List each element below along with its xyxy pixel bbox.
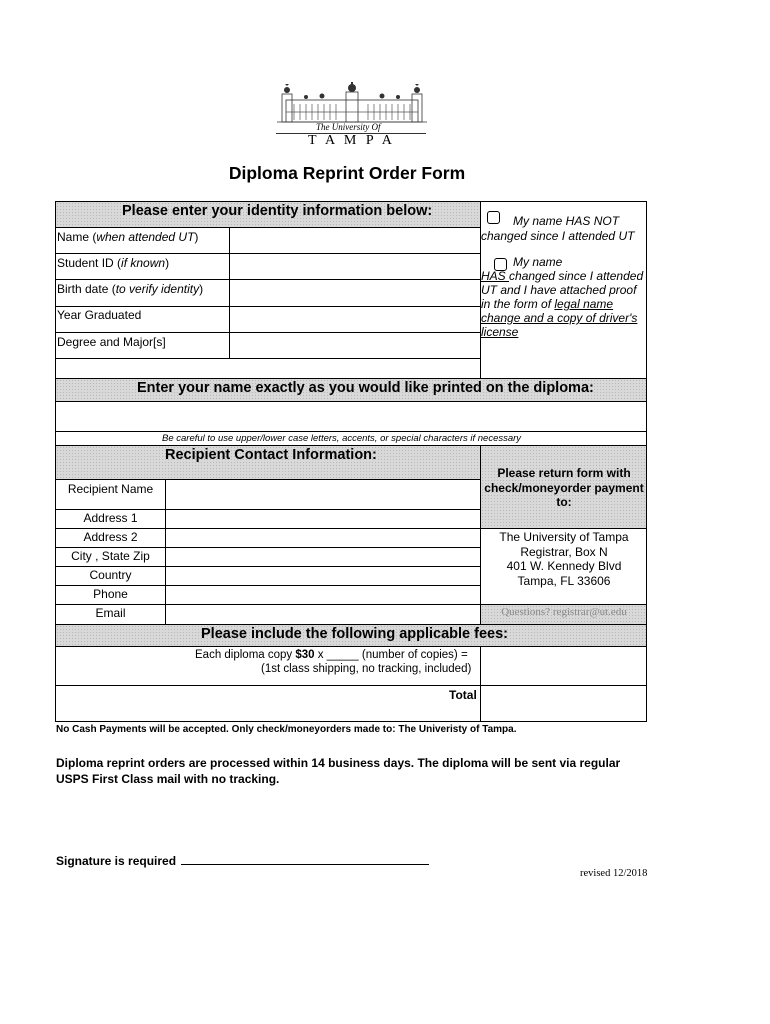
total-input[interactable] <box>481 686 646 721</box>
name-changed-text-2: HAS changed since I attended <box>481 269 644 283</box>
address-line: 401 W. Kennedy Blvd <box>506 559 622 573</box>
year-graduated-input[interactable] <box>230 307 480 332</box>
country-input[interactable] <box>166 567 480 585</box>
address-line: The University of Tampa <box>499 530 629 544</box>
city-state-zip-label: City , State Zip <box>71 549 150 563</box>
phone-input[interactable] <box>166 586 480 604</box>
signature-line[interactable] <box>181 864 429 865</box>
diploma-name-note: Be careful to use upper/lower case letters, accents, or special characters if necessary <box>162 433 522 444</box>
degree-major-input[interactable] <box>230 333 480 358</box>
contact-header: Recipient Contact Information: <box>165 447 377 463</box>
address1-input[interactable] <box>166 510 480 528</box>
birth-date-label: Birth date (to verify identity) <box>57 282 204 296</box>
total-label: Total <box>449 688 477 702</box>
logo-text-large: T A M P A <box>308 133 395 148</box>
processing-note-line: Diploma reprint orders are processed within 14 business days. The diploma will be sent via regular <box>56 756 621 770</box>
name-not-changed-text-2: changed since I attended UT <box>481 229 635 243</box>
email-label: Email <box>95 606 126 620</box>
name-field-label: Name (when attended UT) <box>57 230 199 244</box>
name-changed-text-6: license <box>481 325 519 339</box>
year-graduated-label: Year Graduated <box>57 308 142 322</box>
name-field-input[interactable] <box>230 228 480 253</box>
return-label: Please return form with check/moneyorder payment to: <box>484 466 644 509</box>
address-line: Registrar, Box N <box>520 544 608 559</box>
name-changed-text-5: change and a copy of driver's <box>481 311 638 325</box>
recipient-name-input[interactable] <box>166 480 480 509</box>
signature-label: Signature is required <box>56 854 177 868</box>
recipient-name-label: Recipient Name <box>67 482 154 496</box>
city-state-zip-input[interactable] <box>166 548 480 566</box>
processing-note-line: USPS First Class mail with no tracking. <box>56 771 280 786</box>
fee-line-2: (1st class shipping, no tracking, included) <box>261 663 472 675</box>
country-label: Country <box>89 568 132 582</box>
building-illustration <box>272 82 432 124</box>
address1-label: Address 1 <box>83 511 138 525</box>
fee-line-1: Each diploma copy $30 x _____ (number of copies) = <box>195 649 468 661</box>
degree-major-label: Degree and Major[s] <box>57 335 166 349</box>
name-changed-text-3: UT and I have attached proof <box>481 283 637 297</box>
fee-amount-input[interactable] <box>481 647 646 685</box>
address2-input[interactable] <box>166 529 480 547</box>
revised-date: revised 12/2018 <box>580 868 648 879</box>
student-id-label: Student ID (if known) <box>57 256 170 270</box>
birth-date-input[interactable] <box>230 280 480 306</box>
name-not-changed-checkbox[interactable] <box>487 211 500 224</box>
questions-contact[interactable]: Questions? registrar@ut.edu <box>501 606 627 618</box>
address2-label: Address 2 <box>83 530 138 544</box>
processing-note <box>56 756 620 787</box>
address-line: Tampa, FL 33606 <box>517 573 611 588</box>
name-not-changed-text: My name HAS NOT <box>513 214 620 228</box>
name-changed-text-4: in the form of legal name <box>481 297 614 311</box>
phone-label: Phone <box>93 587 128 601</box>
email-input[interactable] <box>166 605 480 624</box>
diploma-name-input[interactable] <box>56 402 646 431</box>
university-logo <box>272 82 432 150</box>
mailing-address <box>482 530 646 588</box>
student-id-input[interactable] <box>230 254 480 279</box>
no-cash-note: No Cash Payments will be accepted. Only check/moneyorders made to: The Univeristy of Tampa. <box>56 724 517 735</box>
logo-text-small: The University Of <box>316 122 381 132</box>
identity-header: Please enter your identity information below: <box>122 203 433 219</box>
fees-header: Please include the following applicable fees: <box>201 626 508 642</box>
diploma-name-header: Enter your name exactly as you would like printed on the diploma: <box>137 380 594 396</box>
name-changed-text: My name <box>513 255 563 269</box>
page-title: Diploma Reprint Order Form <box>228 163 466 183</box>
